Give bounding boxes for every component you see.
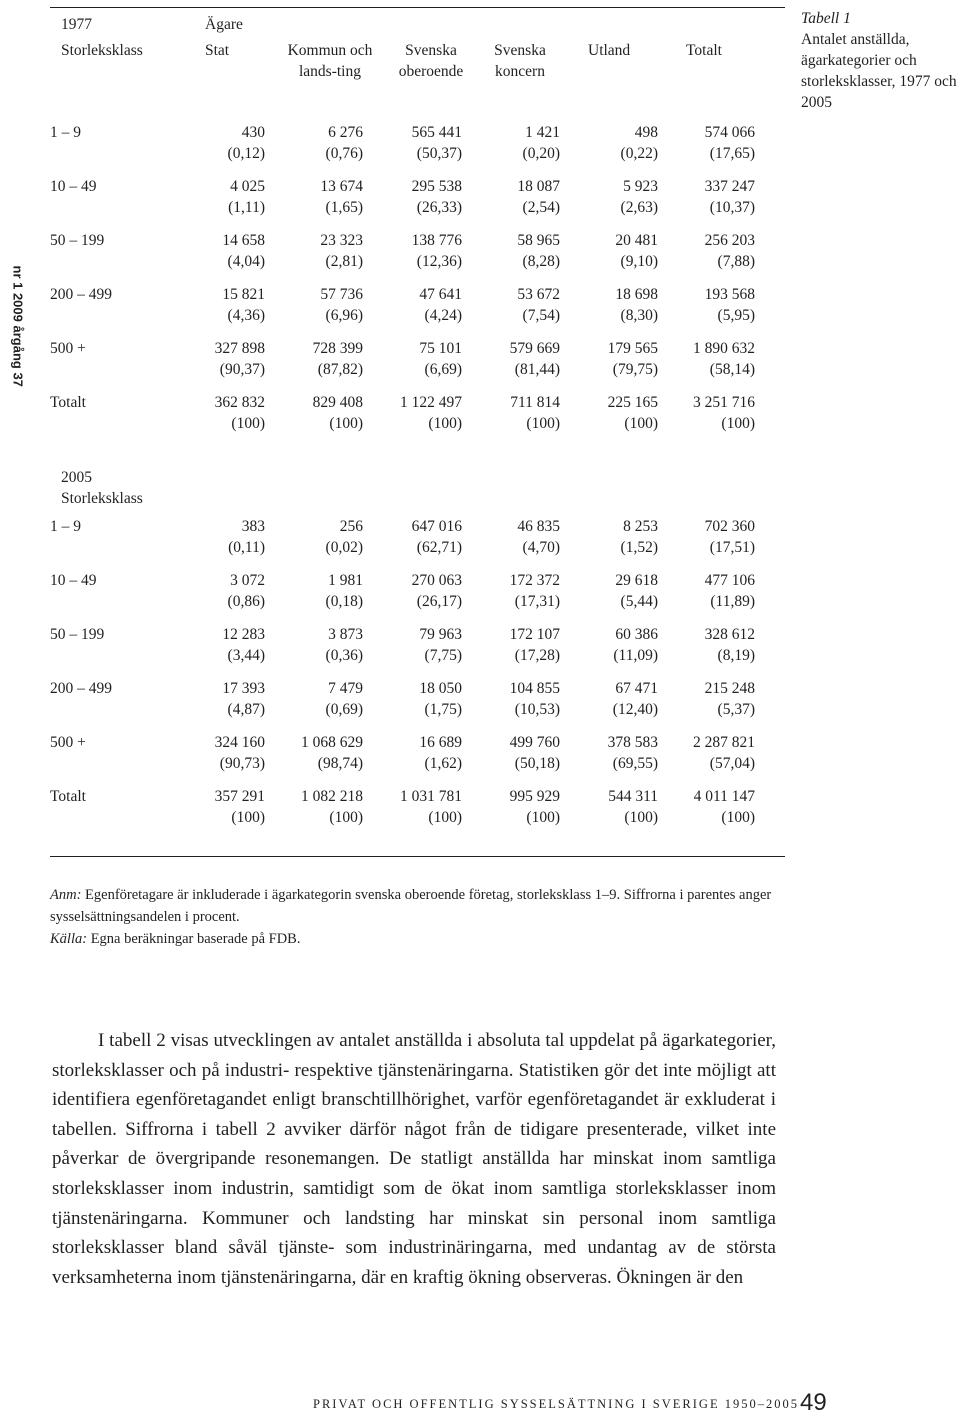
employee-count-cell: 256 <box>339 518 363 535</box>
row-end <box>755 516 785 537</box>
row-spacer-cell <box>50 720 785 732</box>
employment-share-cell: (26,33) <box>416 199 462 216</box>
employee-count-cell: 565 441 <box>411 124 462 141</box>
size-class-label: 500 + <box>50 340 86 357</box>
employment-share-cell: (1,52) <box>620 539 658 556</box>
employee-count-cell: 295 538 <box>411 178 462 195</box>
employee-count-cell: 1 068 629 <box>301 734 363 751</box>
employment-share-cell: (100) <box>721 415 755 432</box>
row-spacer <box>50 558 785 570</box>
empty-cell <box>50 197 150 218</box>
note-source-label: Källa: <box>50 931 88 947</box>
employment-share-cell: (1,62) <box>424 755 462 772</box>
size-class-label: Totalt <box>50 788 86 805</box>
row-spacer-cell <box>50 164 785 176</box>
table-row <box>50 516 785 537</box>
empty-cell <box>50 537 150 558</box>
employment-share-cell: (4,04) <box>227 253 265 270</box>
table-row <box>50 392 785 413</box>
row-spacer-cell <box>50 666 785 678</box>
employee-count-cell: 179 565 <box>607 340 658 357</box>
size-class-label: 1 – 9 <box>50 124 81 141</box>
table-row-share <box>50 413 785 434</box>
employee-count-cell: 75 101 <box>419 340 462 357</box>
employee-count-cell: 47 641 <box>419 286 462 303</box>
empty-cell <box>50 591 150 612</box>
row-spacer <box>50 774 785 786</box>
employee-count-cell: 362 832 <box>214 394 265 411</box>
size-class-label: 10 – 49 <box>50 178 97 195</box>
row-end <box>755 251 785 272</box>
table-row <box>50 570 785 591</box>
employment-share-cell: (1,65) <box>325 199 363 216</box>
employment-share-cell: (69,55) <box>612 755 658 772</box>
employee-count-cell: 6 276 <box>328 124 363 141</box>
size-class-header-2005: Storleksklass <box>61 490 143 507</box>
employment-share-cell: (90,37) <box>219 361 265 378</box>
table-row <box>50 176 785 197</box>
row-end <box>755 786 785 807</box>
size-class-label: 200 – 499 <box>50 680 112 697</box>
row-end <box>755 338 785 359</box>
size-class-label: 50 – 199 <box>50 626 105 643</box>
employee-count-cell: 647 016 <box>411 518 462 535</box>
employee-count-cell: 4 025 <box>230 178 265 195</box>
row-spacer-cell <box>50 218 785 230</box>
employment-share-cell: (3,44) <box>227 647 265 664</box>
employee-count-cell: 1 122 497 <box>400 394 462 411</box>
employee-count-cell: 1 421 <box>525 124 560 141</box>
table-row-share <box>50 591 785 612</box>
employee-count-cell: 1 082 218 <box>301 788 363 805</box>
row-spacer-cell <box>50 774 785 786</box>
table-row <box>50 786 785 807</box>
employee-count-cell: 544 311 <box>608 788 658 805</box>
employee-count-cell: 324 160 <box>214 734 265 751</box>
employee-count-cell: 995 929 <box>509 788 560 805</box>
employee-count-cell: 5 923 <box>623 178 658 195</box>
table-row <box>50 338 785 359</box>
employee-count-cell: 104 855 <box>509 680 560 697</box>
employee-count-cell: 18 698 <box>615 286 658 303</box>
row-end <box>755 753 785 774</box>
employee-count-cell: 327 898 <box>214 340 265 357</box>
employment-share-cell: (4,24) <box>424 307 462 324</box>
employee-count-cell: 378 583 <box>607 734 658 751</box>
employment-share-cell: (79,75) <box>612 361 658 378</box>
employment-share-cell: (10,53) <box>514 701 560 718</box>
row-end <box>755 122 785 143</box>
employment-share-cell: (100) <box>231 809 265 826</box>
employment-share-cell: (100) <box>624 415 658 432</box>
employee-count-cell: 728 399 <box>312 340 363 357</box>
employee-count-cell: 13 674 <box>320 178 363 195</box>
employment-share-cell: (8,28) <box>522 253 560 270</box>
table-2005 <box>50 516 785 828</box>
employment-share-cell: (1,75) <box>424 701 462 718</box>
row-end <box>755 732 785 753</box>
row-spacer-cell <box>50 612 785 624</box>
employee-count-cell: 46 835 <box>517 518 560 535</box>
empty-cell <box>50 753 150 774</box>
table-row-share <box>50 645 785 666</box>
employment-share-cell: (7,54) <box>522 307 560 324</box>
empty-cell <box>50 413 150 434</box>
employee-count-cell: 225 165 <box>607 394 658 411</box>
employment-share-cell: (2,63) <box>620 199 658 216</box>
employee-count-cell: 357 291 <box>214 788 265 805</box>
column-header-swedish-independent: Svenska oberoende <box>398 42 464 80</box>
employment-share-cell: (17,31) <box>514 593 560 610</box>
row-spacer <box>50 720 785 732</box>
employment-share-cell: (0,12) <box>227 145 265 162</box>
employment-share-cell: (26,17) <box>416 593 462 610</box>
employee-count-cell: 57 736 <box>320 286 363 303</box>
employee-count-cell: 3 072 <box>230 572 265 589</box>
employee-count-cell: 17 393 <box>222 680 265 697</box>
employee-count-cell: 18 087 <box>517 178 560 195</box>
employee-count-cell: 29 618 <box>615 572 658 589</box>
empty-cell <box>50 699 150 720</box>
employment-share-cell: (5,95) <box>717 307 755 324</box>
employee-count-cell: 498 <box>634 124 658 141</box>
employment-share-cell: (58,14) <box>709 361 755 378</box>
row-end <box>755 284 785 305</box>
employee-count-cell: 3 251 716 <box>693 394 755 411</box>
row-spacer-cell <box>50 326 785 338</box>
table-caption <box>801 8 959 113</box>
table-row-share <box>50 251 785 272</box>
note-remark <box>50 884 790 928</box>
employee-count-cell: 1 031 781 <box>400 788 462 805</box>
employment-share-cell: (0,11) <box>228 539 265 556</box>
table-row <box>50 678 785 699</box>
employment-share-cell: (0,36) <box>325 647 363 664</box>
employment-share-cell: (57,04) <box>709 755 755 772</box>
employee-count-cell: 829 408 <box>312 394 363 411</box>
table-row <box>50 624 785 645</box>
caption-label: Tabell 1 <box>801 10 851 27</box>
employee-count-cell: 20 481 <box>615 232 658 249</box>
row-spacer-cell <box>50 558 785 570</box>
employment-share-cell: (9,10) <box>620 253 658 270</box>
employment-share-cell: (0,02) <box>325 539 363 556</box>
row-end <box>755 359 785 380</box>
row-end <box>755 197 785 218</box>
employment-share-cell: (0,76) <box>325 145 363 162</box>
employment-share-cell: (1,11) <box>228 199 265 216</box>
employee-count-cell: 23 323 <box>320 232 363 249</box>
employment-share-cell: (17,51) <box>709 539 755 556</box>
empty-cell <box>50 807 150 828</box>
employee-count-cell: 574 066 <box>704 124 755 141</box>
employee-count-cell: 2 287 821 <box>693 734 755 751</box>
body-paragraph <box>52 1026 776 1292</box>
employment-share-cell: (100) <box>624 809 658 826</box>
employment-share-cell: (10,37) <box>709 199 755 216</box>
column-header-state: Stat <box>205 42 230 59</box>
employment-share-cell: (8,19) <box>717 647 755 664</box>
row-end <box>755 624 785 645</box>
employee-count-cell: 215 248 <box>704 680 755 697</box>
employment-share-cell: (7,75) <box>424 647 462 664</box>
row-end <box>755 537 785 558</box>
employment-share-cell: (50,18) <box>514 755 560 772</box>
employee-count-cell: 172 107 <box>509 626 560 643</box>
table-row <box>50 284 785 305</box>
employee-count-cell: 499 760 <box>509 734 560 751</box>
employment-share-cell: (50,37) <box>416 145 462 162</box>
page-number: 49 <box>800 1389 827 1416</box>
employment-share-cell: (0,20) <box>522 145 560 162</box>
employment-share-cell: (100) <box>231 415 265 432</box>
employment-share-cell: (7,88) <box>717 253 755 270</box>
employment-share-cell: (6,69) <box>424 361 462 378</box>
row-spacer <box>50 612 785 624</box>
row-spacer <box>50 380 785 392</box>
empty-cell <box>50 305 150 326</box>
employee-count-cell: 328 612 <box>704 626 755 643</box>
employment-share-cell: (4,87) <box>227 701 265 718</box>
employment-share-cell: (0,86) <box>227 593 265 610</box>
row-spacer <box>50 666 785 678</box>
column-header-total: Totalt <box>686 42 722 59</box>
employee-count-cell: 138 776 <box>411 232 462 249</box>
employee-count-cell: 1 981 <box>328 572 363 589</box>
employee-count-cell: 15 821 <box>222 286 265 303</box>
caption-text: Antalet anställda, ägarkategorier och storleksklasser, 1977 och 2005 <box>801 31 957 111</box>
employment-share-cell: (0,69) <box>325 701 363 718</box>
table-row-share <box>50 807 785 828</box>
column-header-swedish-group: Svenska koncern <box>494 42 546 80</box>
table-row-share <box>50 699 785 720</box>
body-paragraph-text: I tabell 2 visas utvecklingen av antalet anställda i absoluta tal uppdelat på ägarkategorier, storleksklasser och på industri- respektive tjänstenäringarna. Statistiken gör det inte möjligt att identifiera egenföretagandet enligt branschtillhörighet, varför egenföretagandet är exkluderat i tabellen. Siffrorna i tabell 2 avviker därför något från de tidigare presenterade, vilket inte påverkar de övergripande resonemangen. De statligt anställda har minskat inom samtliga storleksklasser inom industrin, samtidigt som de ökat inom samtliga storleksklasser inom tjänstenäringarna. Kommuner och landsting har minskat sin personal inom samtliga storleksklasser bland såväl tjänste- som industrinäringarna, med undantag av de största verksamheterna inom tjänstenäringarna, där en kraftig ökning observeras. Ökningen är den <box>52 1030 776 1288</box>
year-2005-label: 2005 <box>61 469 92 486</box>
employment-share-cell: (4,70) <box>522 539 560 556</box>
employee-count-cell: 4 011 147 <box>693 788 755 805</box>
employee-count-cell: 702 360 <box>704 518 755 535</box>
row-end <box>755 230 785 251</box>
employment-share-cell: (5,44) <box>620 593 658 610</box>
table-row-share <box>50 359 785 380</box>
employee-count-cell: 430 <box>241 124 265 141</box>
size-class-label: 10 – 49 <box>50 572 97 589</box>
empty-cell <box>50 359 150 380</box>
journal-sidebar-label: nr 1 2009 årgång 37 <box>10 265 26 387</box>
table-row <box>50 230 785 251</box>
employment-share-cell: (2,54) <box>522 199 560 216</box>
table-row-share <box>50 143 785 164</box>
employee-count-cell: 172 372 <box>509 572 560 589</box>
employee-count-cell: 3 873 <box>328 626 363 643</box>
employee-count-cell: 16 689 <box>419 734 462 751</box>
row-end <box>755 678 785 699</box>
employment-share-cell: (100) <box>526 809 560 826</box>
employment-share-cell: (81,44) <box>514 361 560 378</box>
employment-share-cell: (8,30) <box>620 307 658 324</box>
employment-share-cell: (12,36) <box>416 253 462 270</box>
size-class-header: Storleksklass <box>61 42 143 59</box>
table-row <box>50 122 785 143</box>
employment-share-cell: (62,71) <box>416 539 462 556</box>
note-source <box>50 928 790 950</box>
employee-count-cell: 383 <box>241 518 265 535</box>
size-class-label: 1 – 9 <box>50 518 81 535</box>
column-header-municipal: Kommun och lands-ting <box>287 42 373 80</box>
running-footer: PRIVAT OCH OFFENTLIG SYSSELSÄTTNING I SVERIGE 1950–2005 <box>313 1397 799 1411</box>
employment-share-cell: (100) <box>428 809 462 826</box>
employee-count-cell: 256 203 <box>704 232 755 249</box>
row-end <box>755 305 785 326</box>
note-remark-text: Egenföretagare är inkluderade i ägarkategorin svenska oberoende företag, storleksklass 1–9. Siffrorna i parentes anger sysselsättningsandelen i procent. <box>50 887 772 925</box>
employee-count-cell: 193 568 <box>704 286 755 303</box>
table-row-share <box>50 305 785 326</box>
size-class-label: 200 – 499 <box>50 286 112 303</box>
table-notes <box>50 884 790 950</box>
year-1977-label: 1977 <box>61 16 92 33</box>
employee-count-cell: 79 963 <box>419 626 462 643</box>
row-end <box>755 392 785 413</box>
table-row-share <box>50 197 785 218</box>
row-end <box>755 176 785 197</box>
employee-count-cell: 1 890 632 <box>693 340 755 357</box>
employee-count-cell: 711 814 <box>510 394 560 411</box>
employment-share-cell: (100) <box>329 809 363 826</box>
row-spacer <box>50 272 785 284</box>
row-spacer-cell <box>50 272 785 284</box>
row-spacer <box>50 164 785 176</box>
employment-share-cell: (5,37) <box>717 701 755 718</box>
employee-count-cell: 579 669 <box>509 340 560 357</box>
row-spacer <box>50 218 785 230</box>
note-source-text: Egna beräkningar baserade på FDB. <box>90 931 301 947</box>
size-class-label: 50 – 199 <box>50 232 105 249</box>
employment-share-cell: (6,96) <box>325 307 363 324</box>
employee-count-cell: 18 050 <box>419 680 462 697</box>
employment-share-cell: (87,82) <box>317 361 363 378</box>
employee-count-cell: 8 253 <box>623 518 658 535</box>
row-spacer-cell <box>50 380 785 392</box>
employment-share-cell: (100) <box>526 415 560 432</box>
employment-share-cell: (12,40) <box>612 701 658 718</box>
table-row <box>50 732 785 753</box>
employee-count-cell: 12 283 <box>222 626 265 643</box>
empty-cell <box>50 251 150 272</box>
table-row-share <box>50 537 785 558</box>
table-row-share <box>50 753 785 774</box>
row-end <box>755 645 785 666</box>
row-end <box>755 143 785 164</box>
employee-count-cell: 270 063 <box>411 572 462 589</box>
size-class-label: Totalt <box>50 394 86 411</box>
owner-label: Ägare <box>205 16 243 33</box>
employee-count-cell: 337 247 <box>704 178 755 195</box>
employee-count-cell: 60 386 <box>615 626 658 643</box>
employment-share-cell: (100) <box>721 809 755 826</box>
empty-cell <box>50 143 150 164</box>
size-class-label: 500 + <box>50 734 86 751</box>
column-header-foreign: Utland <box>588 42 631 59</box>
employee-count-cell: 58 965 <box>517 232 560 249</box>
table-1977 <box>50 122 785 434</box>
row-end <box>755 591 785 612</box>
employee-count-cell: 14 658 <box>222 232 265 249</box>
row-spacer <box>50 326 785 338</box>
employee-count-cell: 67 471 <box>615 680 658 697</box>
empty-cell <box>50 645 150 666</box>
row-end <box>755 570 785 591</box>
employment-share-cell: (90,73) <box>219 755 265 772</box>
employee-count-cell: 477 106 <box>704 572 755 589</box>
employment-share-cell: (100) <box>428 415 462 432</box>
row-end <box>755 699 785 720</box>
employment-share-cell: (98,74) <box>317 755 363 772</box>
employment-share-cell: (0,18) <box>325 593 363 610</box>
employee-count-cell: 7 479 <box>328 680 363 697</box>
table-bottom-rule <box>50 856 785 857</box>
employment-share-cell: (4,36) <box>227 307 265 324</box>
employment-share-cell: (0,22) <box>620 145 658 162</box>
employment-share-cell: (2,81) <box>325 253 363 270</box>
row-end <box>755 413 785 434</box>
employee-count-cell: 53 672 <box>517 286 560 303</box>
employment-share-cell: (11,09) <box>613 647 658 664</box>
employment-share-cell: (17,65) <box>709 145 755 162</box>
row-end <box>755 807 785 828</box>
employment-share-cell: (100) <box>329 415 363 432</box>
note-remark-label: Anm: <box>50 887 82 903</box>
employment-share-cell: (11,89) <box>710 593 755 610</box>
table-top-rule <box>50 7 785 8</box>
employment-share-cell: (17,28) <box>514 647 560 664</box>
